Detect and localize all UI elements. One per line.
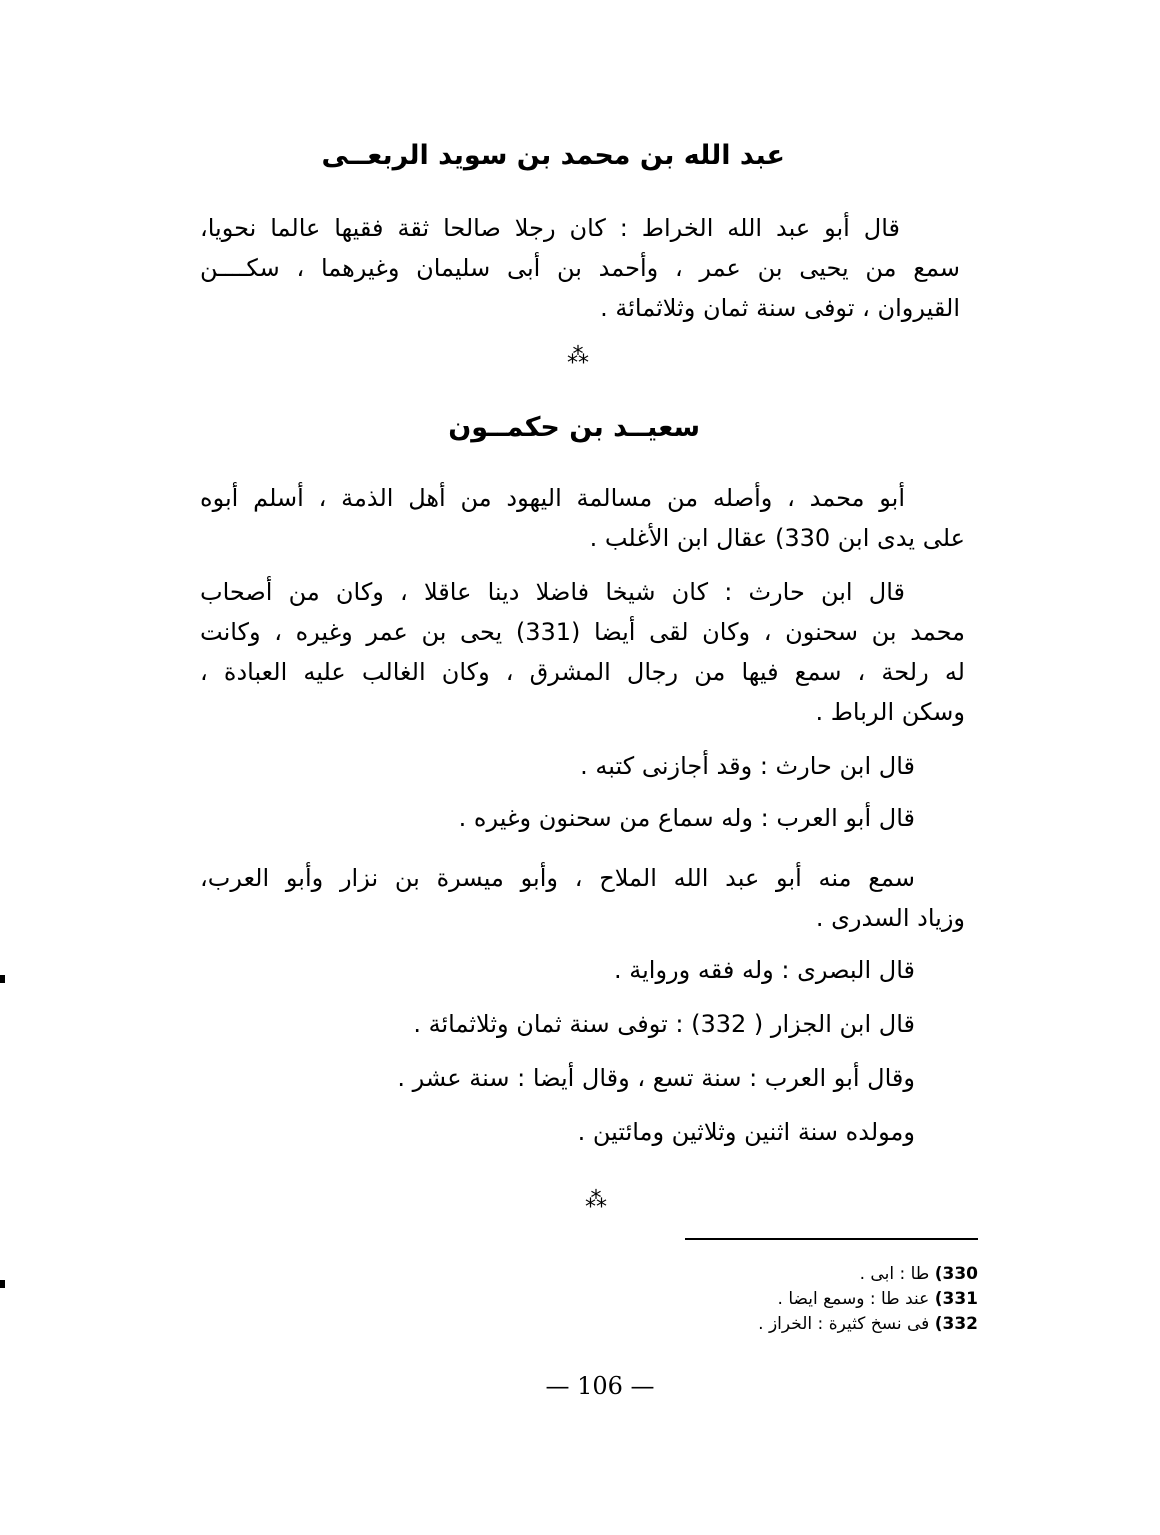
text-line: وزياد السدرى . xyxy=(815,904,965,932)
entry-paragraph xyxy=(200,858,965,938)
text-line: محمد بن سحنون ، وكان لقى أيضا (331) يحى بن عمر وغيره ، وكانت xyxy=(200,618,966,646)
entry-paragraph xyxy=(200,208,960,328)
text-line: القيروان ، توفى سنة ثمان وثلاثمائة . xyxy=(600,294,960,322)
scan-edge-mark xyxy=(0,1280,5,1288)
text-line: قال ابن حارث : كان شيخا فاضلا دينا عاقلا ، وكان من أصحاب xyxy=(200,578,905,606)
footnote-item xyxy=(758,1262,978,1287)
text-line: وسكن الرباط . xyxy=(815,698,965,726)
text-line: ومولده سنة اثنين وثلاثين ومائتين . xyxy=(577,1118,915,1146)
text-line: قال أبو العرب : وله سماع من سحنون وغيره . xyxy=(458,804,915,832)
entry-title: سعيــد بن حكمــون xyxy=(448,412,700,443)
footnote-text: طا : ابى . xyxy=(859,1264,930,1284)
footnotes xyxy=(758,1262,978,1337)
page-number: — 106 — xyxy=(545,1372,655,1400)
section-divider: ⁂ xyxy=(567,344,589,369)
section-divider: ⁂ xyxy=(585,1188,607,1213)
footnote-number: 330) xyxy=(934,1264,978,1284)
footnote-item xyxy=(758,1287,978,1312)
footnote-item xyxy=(758,1312,978,1337)
entry-paragraph xyxy=(200,572,965,732)
text-line: وقال أبو العرب : سنة تسع ، وقال أيضا : سنة عشر . xyxy=(397,1064,915,1092)
footnote-number: 331) xyxy=(934,1289,978,1309)
entry-title: عبد الله بن محمد بن سويد الربعــى xyxy=(321,140,785,171)
footnote-number: 332) xyxy=(934,1314,978,1334)
text-line: قال البصرى : وله فقه ورواية . xyxy=(613,956,915,984)
text-line: قال أبو عبد الله الخراط : كان رجلا صالحا ثقة فقيها عالما نحويا، xyxy=(200,214,900,242)
text-line: سمع منه أبو عبد الله الملاح ، وأبو ميسرة بن نزار وأبو العرب، xyxy=(200,864,915,892)
text-line: على يدى ابن 330) عقال ابن الأغلب . xyxy=(589,524,965,552)
entry-paragraph xyxy=(200,478,965,558)
text-line: قال ابن حارث : وقد أجازنى كتبه . xyxy=(580,752,915,780)
text-line: قال ابن الجزار ( 332) : توفى سنة ثمان وثلاثمائة . xyxy=(413,1010,915,1038)
text-line: سمع من يحيى بن عمر ، وأحمد بن أبى سليمان وغيرهما ، سكــــن xyxy=(200,254,960,282)
text-line: أبو محمد ، وأصله من مسالمة اليهود من أهل الذمة ، أسلم أبوه xyxy=(200,484,905,512)
footnote-text: عند طا : وسمع ايضا . xyxy=(777,1289,930,1309)
footnote-text: فى نسخ كثيرة : الخراز . xyxy=(758,1314,930,1334)
text-line: له رلحة ، سمع فيها من رجال المشرق ، وكان الغالب عليه العبادة ، xyxy=(200,658,965,686)
scan-edge-mark xyxy=(0,975,5,983)
footnote-rule xyxy=(685,1238,978,1240)
